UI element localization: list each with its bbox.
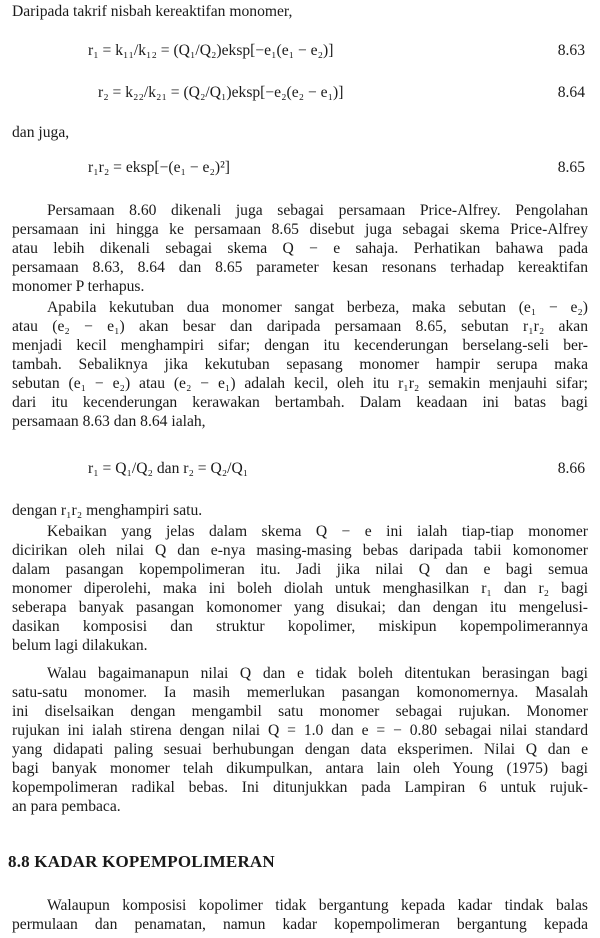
para4-line: yang didapati paling sesuai berhubungan dengan data eksperimen. Nilai Q dan e [12, 741, 588, 758]
para4-line: bagi banyak monomer telah dikumpulkan, antara lain oleh Young (1975) bagi [12, 760, 588, 777]
para2-line: atau (e₂ − e₁) akan besar dan daripada persamaan 8.65, sebutan r₁r₂ akan [12, 318, 588, 335]
equation-number-8-66: 8.66 [557, 460, 585, 477]
para4-line: kopempolimeran radikal bebas. Ini ditunjukkan pada Lampiran 6 untuk rujuk- [12, 779, 588, 796]
para2-line: Apabila kekutuban dua monomer sangat berbeza, maka sebutan (e₁ − e₂) [47, 299, 588, 316]
intro-text: Daripada takrif nisbah kereaktifan monomer, [12, 3, 293, 20]
para2-line: sebutan (e₁ − e₂) atau (e₂ − e₁) adalah kecil, oleh itu r₁r₂ semakin menjauhi sifar; [12, 375, 588, 392]
para4-line: Walau bagaimanapun nilai Q dan e tidak boleh ditentukan berasingan bagi [47, 665, 588, 682]
para3-line: dicirikan oleh nilai Q dan e-nya masing-masing bebas daripada tabii komonomer [12, 542, 588, 559]
equation-number-8-65: 8.65 [557, 159, 585, 176]
para2-line: menjadi kecil menghampiri sifar; dengan itu kecenderungan berselang-seli ber- [12, 337, 588, 354]
para5-line: permulaan dan penamatan, namun kadar kopempolimeran bergantung kepada [12, 916, 588, 933]
para1-line: persamaan 8.63, 8.64 dan 8.65 parameter kesan resonans terhadap kereaktifan [12, 259, 588, 276]
equation-number-8-63: 8.63 [557, 42, 585, 59]
para3-line: Kebaikan yang jelas dalam skema Q − e ini ialah tiap-tiap monomer [47, 523, 588, 540]
equation-8-65: r₁r₂ = eksp[−(e₁ − e₂)²] [88, 159, 230, 176]
equation-number-8-64: 8.64 [557, 84, 585, 101]
para4-line: an para pembaca. [12, 798, 121, 815]
para3-line: seberapa banyak pasangan komonomer yang disukai; dan dengan itu mengelusi- [12, 599, 588, 616]
para2-line: tambah. Sebaliknya jika kekutuban sepasang monomer hampir serupa maka [12, 356, 588, 373]
equation-8-66: r₁ = Q₁/Q₂ dan r₂ = Q₂/Q₁ [88, 460, 249, 477]
para3-line: belum lagi dilakukan. [12, 637, 148, 654]
para2-line: persamaan 8.63 dan 8.64 ialah, [12, 413, 206, 430]
dan-juga-text: dan juga, [12, 124, 70, 141]
para4-line: rujukan ini ialah stirena dengan nilai Q = 1.0 dan e = − 0.80 sebagai nilai standard [12, 722, 588, 739]
equation-8-63: r₁ = k₁₁/k₁₂ = (Q₁/Q₂)eksp[−e₁(e₁ − e₂)] [88, 42, 334, 59]
equation-8-64: r₂ = k₂₂/k₂₁ = (Q₂/Q₁)eksp[−e₂(e₂ − e₁)] [98, 84, 344, 101]
para3-line: monomer diperolehi, maka ini boleh diolah untuk menghasilkan r₁ dan r₂ bagi [12, 580, 588, 597]
section-heading: 8.8 KADAR KOPEMPOLIMERAN [8, 852, 275, 871]
after-equation-text: dengan r₁r₂ menghampiri satu. [12, 502, 203, 519]
para4-line: ini diselsaikan dengan mengambil satu monomer sebagai rujukan. Monomer [12, 703, 588, 720]
para2-line: dari itu kecenderungan kerawakan bertambah. Dalam keadaan ini batas bagi [12, 394, 588, 411]
para3-line: dasikan komposisi dan struktur kopolimer, miskipun kopempolimerannya [12, 618, 588, 635]
para3-line: dalam pasangan kopempolimeran itu. Jadi jika nilai Q dan e bagi semua [12, 561, 588, 578]
para1-line: persamaan ini hingga ke persamaan 8.65 disebut juga sebagai skema Price-Alfrey [12, 221, 588, 238]
para1-line: atau lebih dikenali sebagai skema Q − e sahaja. Perhatikan bahawa pada [12, 240, 588, 257]
para1-line: monomer P terhapus. [12, 278, 145, 295]
para1-line: Persamaan 8.60 dikenali juga sebagai persamaan Price-Alfrey. Pengolahan [47, 202, 588, 219]
para5-line: Walaupun komposisi kopolimer tidak bergantung kepada kadar tindak balas [47, 897, 588, 914]
para4-line: satu-satu monomer. Ia masih memerlukan pasangan komonomernya. Masalah [12, 684, 588, 701]
